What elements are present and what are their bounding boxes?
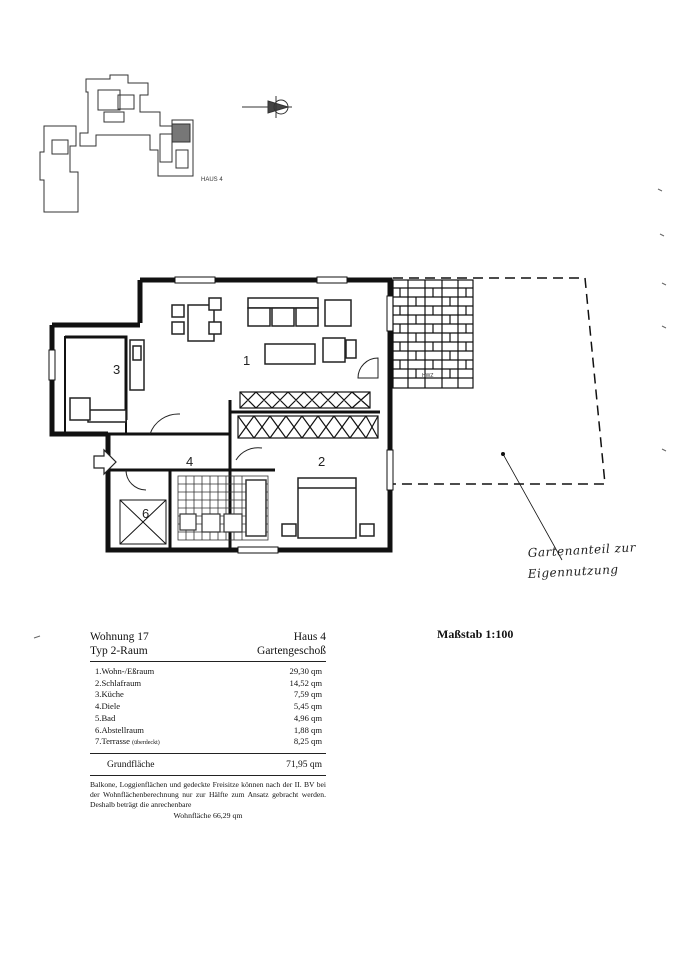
room-number-6: 6 (142, 506, 150, 521)
room-label: 2.Schlafraum (95, 677, 142, 688)
sofa-group (248, 298, 356, 364)
room-label-with-note (95, 736, 160, 750)
north-arrow-icon (242, 96, 292, 118)
total-value: 71,95 qm (286, 759, 322, 770)
room-label: 5.Bad (95, 712, 116, 723)
house-label: Haus 4 (293, 631, 326, 643)
floor-label: Gartengeschoß (257, 645, 326, 657)
room-label: 3.Küche (95, 689, 124, 700)
apartment-info-table (90, 630, 326, 820)
bathroom-tiles (178, 476, 268, 540)
room-row (90, 713, 326, 725)
divider (90, 775, 326, 776)
garden-annotation-line-1: Gartenanteil zur (527, 540, 637, 560)
room-area: 8,25 qm (293, 736, 322, 747)
bed (282, 478, 374, 538)
scale-label: Maßstab 1:100 (437, 627, 514, 641)
room-label: 6.Abstellraum (95, 724, 144, 735)
room-row (90, 689, 326, 701)
room-number-2: 2 (318, 454, 326, 469)
room-label: 7.Terrasse (95, 736, 130, 747)
room-row (90, 678, 326, 690)
room-area: 29,30 qm (289, 666, 322, 676)
wardrobe-rows (238, 392, 378, 438)
divider (90, 661, 326, 662)
room-area: 1,88 qm (293, 724, 322, 735)
room-area: 7,59 qm (293, 689, 322, 700)
apartment-type: Typ 2-Raum (90, 645, 148, 657)
fixture-label: HWZ (422, 373, 434, 379)
room-note: (überdeckt) (132, 740, 160, 747)
site-plan (40, 75, 193, 212)
room-list (90, 666, 326, 750)
room-row (90, 725, 326, 737)
room-label: 4.Diele (95, 701, 121, 712)
room-row (90, 736, 326, 750)
room-area: 5,45 qm (293, 701, 322, 712)
living-area: Wohnfläche 66,29 qm (173, 810, 243, 820)
room-number-3: 3 (113, 362, 121, 377)
room-area: 14,52 qm (289, 677, 322, 688)
room-number-4: 4 (186, 454, 194, 469)
divider (90, 753, 326, 754)
terrace (393, 280, 473, 388)
room-row (90, 701, 326, 713)
apartment-name: Wohnung 17 (90, 631, 149, 643)
total-row (90, 758, 326, 772)
kitchen-counter (70, 340, 144, 422)
dining-set (172, 298, 221, 341)
room-row (90, 666, 326, 678)
room-label: 1.Wohn-/Eßraum (95, 666, 155, 676)
garden-annotation-line-2: Eigennutzung (527, 562, 619, 581)
room-number-1: 1 (243, 353, 251, 368)
room-area: 4,96 qm (293, 712, 322, 723)
house-label-siteplan: HAUS 4 (201, 177, 223, 183)
total-label: Grundfläche (107, 759, 155, 770)
area-note: Balkone, Loggienflächen und gedeckte Freisitze können nach der II. BV bei der Wohnflächenberechnung nur zur Hälfte zum Ansatz gebracht werden. Deshalb beträgt die anrechenbare (90, 779, 326, 809)
